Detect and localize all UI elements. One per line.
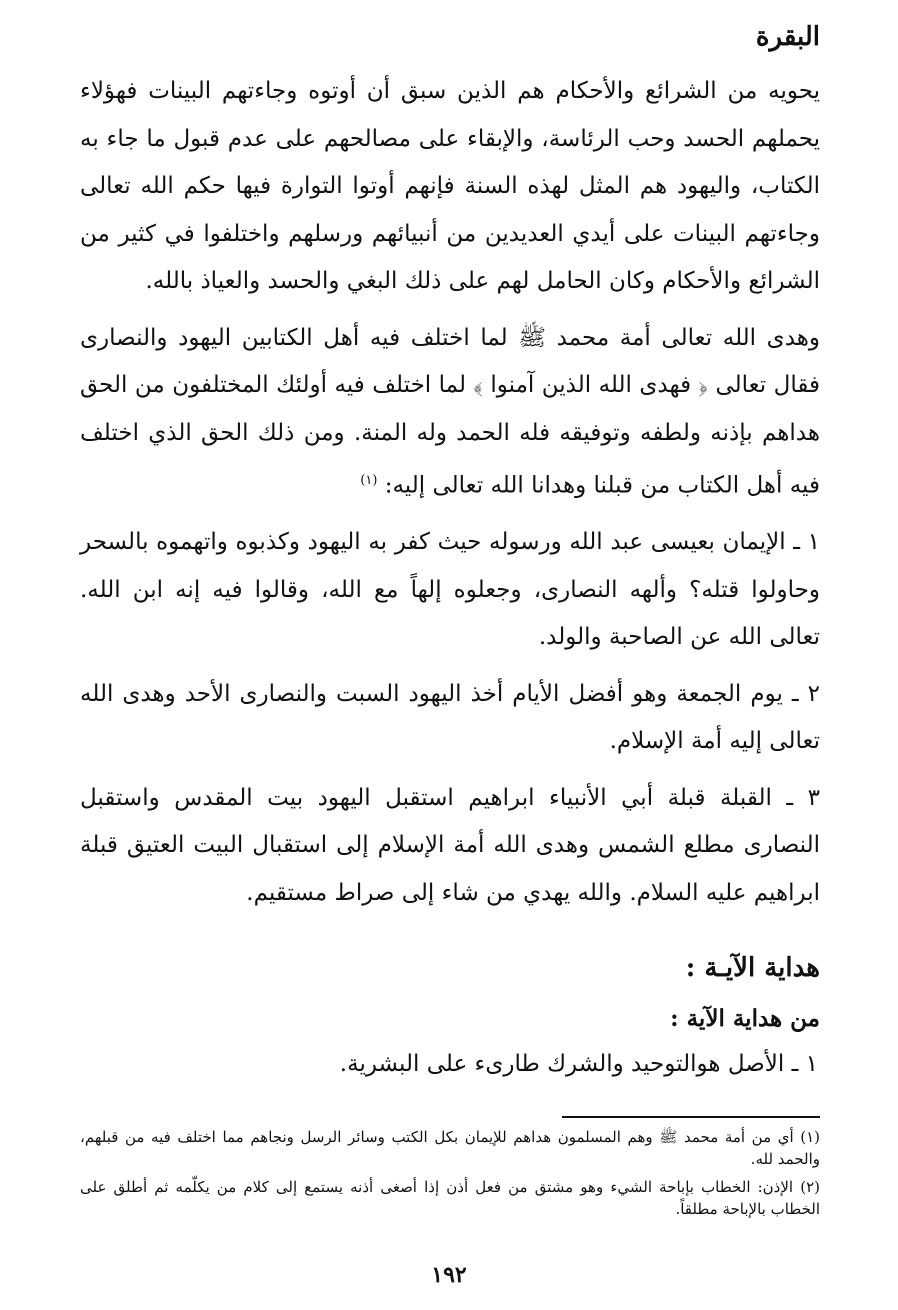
section-subtitle: من هداية الآية : <box>670 1005 820 1033</box>
footnotes <box>80 1126 820 1226</box>
footnote-divider <box>562 1116 820 1118</box>
paragraph-1: يحويه من الشرائع والأحكام هم الذين سبق أن أوتوه وجاءتهم البينات فهؤلاء يحملهم الحسد وحب الرئاسة، والإبقاء على مصالحهم على عدم قبول ما جاء به الكتاب، واليهود هم المثل لهذه السنة فإنهم أوتوا التوارة فيها حكم الله تعالى وجاءتهم البينات على أيدي العديدين من أنبيائهم ورسلهم واختلفوا في كثير من الشرائع والأحكام وكان الحامل لهم على ذلك البغي والحسد والعياذ بالله. <box>80 78 820 294</box>
paragraph-2-text: وهدى الله تعالى أمة محمد ﷺ لما اختلف فيه أهل الكتابين اليهود والنصارى فقال تعالى ﴿ فهدى الله الذين آمنوا ﴾ لما اختلف فيه أولئك المختلفون من الحق هداهم بإذنه ولطفه وتوفيقه فله الحمد وله المنة. ومن ذلك الحق الذي اختلف فيه أهل الكتاب من قبلنا وهدانا الله تعالى إليه: <box>80 324 820 499</box>
list-item-3: ٣ ـ القبلة قبلة أبي الأنبياء ابراهيم استقبل اليهود بيت المقدس واستقبل النصارى مطلع الشمس وهدى الله أمة الإسلام إلى استقبال البيت العتيق قبلة ابراهيم عليه السلام. والله يهدي من شاء إلى صراط مستقيم. <box>80 784 820 906</box>
paragraph-2 <box>80 315 820 511</box>
footnote-1: (١) أي من أمة محمد ﷺ وهم المسلمون هداهم للإيمان بكل الكتب وسائر الرسل ونجاهم مما اختلف فيه من قبلهم، والحمد لله. <box>80 1128 820 1168</box>
list-item-2: ٢ ـ يوم الجمعة وهو أفضل الأيام أخذ اليهود السبت والنصارى الأحد وهدى الله تعالى إليه أمة الإسلام. <box>80 680 820 755</box>
footnote-marker: (١) <box>360 473 378 488</box>
section-title: هداية الآيـة : <box>685 953 820 984</box>
list-item-1: ١ ـ الإيمان بعيسى عبد الله ورسوله حيث كفر به اليهود وكذبوه واتهموه بالسحر وحاولوا قتله؟ وألهه النصارى، وجعلوه إلهاً مع الله، وقالوا فيه إنه ابن الله. تعالى الله عن الصاحبة والولد. <box>80 529 820 651</box>
guidance-item-1: ١ ـ الأصل هوالتوحيد والشرك طارىء على البشرية. <box>339 1051 818 1078</box>
main-text <box>80 68 820 1087</box>
page-number: ١٩٢ <box>431 1262 467 1288</box>
running-header: البقرة <box>755 22 820 52</box>
footnote-2: (٢) الإذن: الخطاب بإباحة الشيء وهو مشتق من فعل أذن إذا أصغى أذنه يستمع إلى كلام من يكلّمه ثم أطلق على الخطاب بالإباحة مطلقاً. <box>80 1178 820 1218</box>
